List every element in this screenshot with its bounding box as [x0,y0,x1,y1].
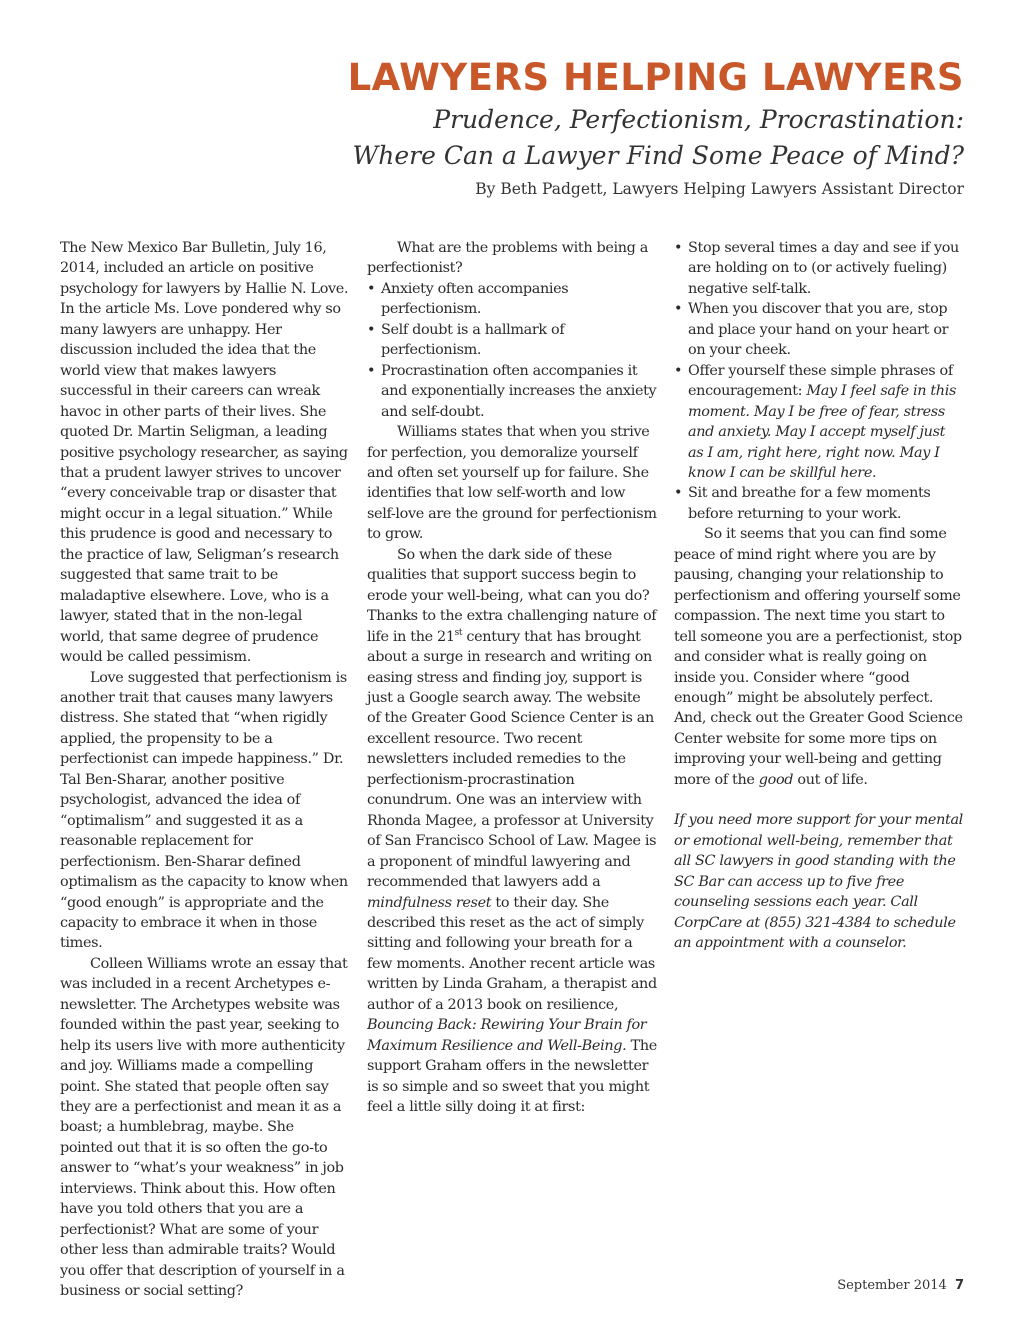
bullet-mark: • [674,485,683,502]
paragraph-4: What are the problems with being a perfectionist? [367,240,648,277]
problem-text: Self doubt is a hallmark of perfectionism. [381,321,565,359]
page-footer [837,1277,964,1295]
tip-text: Offer yourself these simple phrases of encouragement: [688,362,953,400]
superscript-st: st [454,627,463,638]
paragraph-2: Love suggested that perfectionism is another trait that causes many lawyers distress. She stated that “when rigidly applied, the propensity to be a perfectionist can impede happiness.” Dr. Tal Ben-Sharar, another positive psychologist, advanced the idea of “optimalism” and suggested it as a reasonable replacement for perfectionism. Ben-Sharar defined optimalism as the capacity to know when “good enough” is appropriate and the capacity to embrace it when in those times. [60,669,348,952]
article-subtitle-line-2: Where Can a Lawyer Find Some Peace of Mind? [352,141,964,170]
bullet-mark: • [674,362,683,379]
paragraph-7-part-a: So it seems that you can find some peace of mind right where you are by pausing, changing your relationship to perfectionism and offering yourself some compassion. The next time you start to tell someone you are a perfectionist, stop and consider what is really going on inside you. Consider where “good enough” might be absolutely perfect. And, check out the Greater Good Science Center website for some more tips on improving your well-being and getting more of the [674,526,963,788]
tip-text: When you discover that you are, stop and place your hand on your heart or on your cheek. [688,301,949,359]
paragraph-5: Williams states that when you strive for perfection, you demoralize yourself and often set yourself up for failure. She identifies that low self-worth and low self-love are the ground for perfectionism to grow. [367,424,657,543]
good-emphasis: good [758,771,794,788]
tip-text: Stop several times a day and see if you are holding on to (or actively fueling) negative self-talk. [688,240,959,297]
byline: By Beth Padgett, Lawyers Helping Lawyers Assistant Director [475,180,964,198]
paragraph-6-part-b: century that has brought about a surge in research and writing on easing stress and finding joy, support is just a Google search away. The website of the Greater Good Science Center is an excellent resource. Two recent newsletters included remedies to the perfectionism-procrastination conundrum. One was an interview with Rhonda Magee, a professor at University of San Francisco School of Law. Magee is a proponent of mindful lawyering and recommended that lawyers add a [367,628,657,891]
column-3 [674,238,964,1268]
paragraph-6-part-a: So when the dark side of these qualities that support success begin to erode your well-being, what can you do? Thanks to the extra challenging nature of life in the 21 [367,546,657,645]
column-2 [367,238,657,1268]
bullet-mark: • [674,240,683,256]
tip-bullet-4 [674,483,964,524]
article-subtitle-line-1: Prudence, Perfectionism, Procrastination: [433,105,964,134]
bullet-mark: • [674,301,683,318]
problem-bullet-2 [367,320,657,361]
tip-text: Sit and breathe for a few moments before returning to your work. [688,485,931,522]
page-number: 7 [954,1278,964,1293]
article-header [348,54,964,202]
paragraph-6-part-c: to their day. She described this reset as the act of simply sitting and following your breath for a few moments. Another recent article was written by Linda Graham, a therapist and author of a 2013 book on resilience, [367,894,657,1013]
paragraph-1: The New Mexico Bar Bulletin, July 16, 2014, included an article on positive psychology for lawyers by Hallie N. Love. In the article Ms. Love pondered why so many lawyers are unhappy. Her discussion included the idea that the world view that makes lawyers successful in their careers can wreak havoc in other parts of their lives. She quoted Dr. Martin Seligman, a leading positive psychology researcher, as saying that a prudent lawyer strives to uncover “every conceivable trap or disaster that might occur in a legal situation.” While this prudence is good and necessary to the practice of law, Seligman’s research suggested that same trait to be maladaptive elsewhere. Love, who is a lawyer, stated that in the non-legal world, that same degree of prudence would be called pessimism. [60,240,349,666]
paragraph-7-part-b: out of life. [793,771,868,788]
bullet-mark: • [367,362,376,379]
column-1 [60,238,350,1300]
problem-text: Procrastination often accompanies it and exponentially increases the anxiety and self-doubt. [381,362,657,420]
mindfulness-reset-term: mindfulness reset [367,894,492,911]
tip-bullet-3 [674,361,964,484]
issue-date: September 2014 [837,1278,947,1293]
bullet-mark: • [367,321,376,338]
bullet-mark: • [367,280,376,297]
book-title: Bouncing Back: Rewiring Your Brain for Maximum Resilience and Well-Being. [367,1017,647,1054]
problem-bullet-3 [367,361,657,422]
paragraph-3: Colleen Williams wrote an essay that was included in a recent Archetypes e-newsletter. The Archetypes website was founded within the past year, seeking to help its users live with more authenticity and joy. Williams made a compelling point. She stated that people often say they are a perfectionist and mean it as a boast; a humblebrag, maybe. She pointed out that it is so often the go-to answer to “what’s your weakness” in job interviews. Think about this. How often have you told others that you are a perfectionist? What are some of your other less than admirable traits? Would you offer that description of yourself in a business or social setting? [60,955,348,1300]
tip-bullet-2 [674,299,964,360]
encouragement-phrases: May I feel safe in this moment. May I be free of fear, stress and anxiety. May I accept myself just as I am, right here, right now. May I know I can be skillful here. [688,383,956,481]
paragraph-6-part-d: The support Graham offers in the newsletter is so simple and so sweet that you might feel a little silly doing it at first: [367,1037,657,1116]
paragraph-6 [367,545,657,1118]
tip-bullet-1 [674,238,964,299]
problem-bullet-1 [367,279,657,320]
section-title: LAWYERS HELPING LAWYERS [347,56,964,99]
problem-text: Anxiety often accompanies perfectionism. [381,280,569,318]
paragraph-7 [674,524,964,790]
closing-note: If you need more support for your mental or emotional well-being, remember that all SC lawyers in good standing with the SC Bar can access up to five free counseling sessions each year. Call CorpCare at (855) 321-4384 to schedule an appointment with a counselor. [674,812,963,951]
